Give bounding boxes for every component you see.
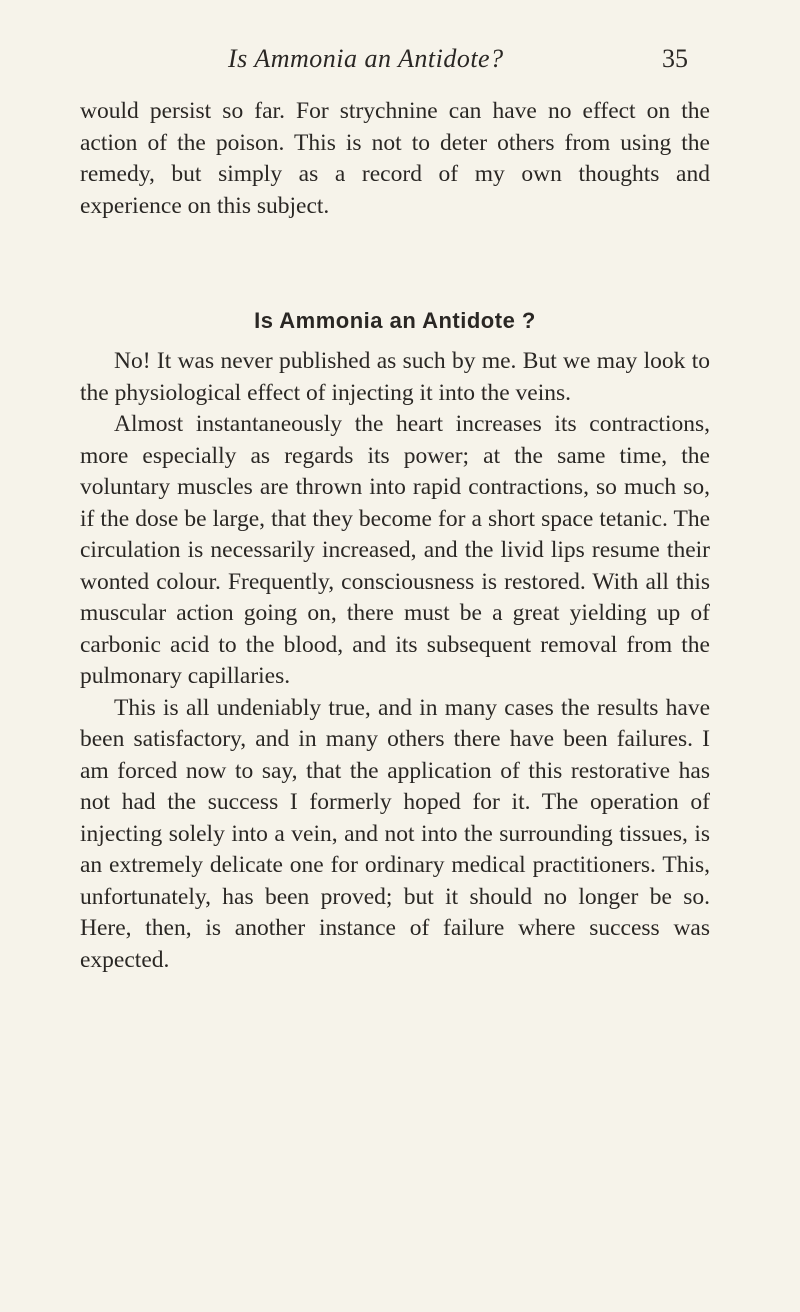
paragraph-3: This is all undeniably true, and in many cases the results have been satisfactory, and in many others there have been failures. I am forced now to say, that the application of this restorative has not had the success I formerly hoped for it. The operation of injecting solely into a vein, and not into the surrounding tissues, is an extremely delicate one for ordinary medical practitioners. This, unfortunately, has been proved; but it should no longer be so. Here, then, is another instance of failure where success was expected.: [80, 694, 710, 973]
section-heading: Is Ammonia an Antidote ?: [254, 308, 536, 333]
intro-paragraph: would persist so far. For strychnine can have no effect on the action of the poison. This is not to deter others from using the remedy, but simply as a record of my own thoughts and experience on this subject.: [80, 98, 710, 219]
paragraph-2: Almost instantaneously the heart increases its contractions, more especially as regards its power; at the same time, the voluntary muscles are thrown into rapid contractions, so much so, if the dose be large, that they become for a short space tetanic. The circulation is necessarily increased, and the livid lips resume their wonted colour. Frequently, consciousness is restored. With all this muscular action going on, there must be a great yielding up of carbonic acid to the blood, and its subsequent removal from the pulmonary capillaries.: [80, 411, 710, 689]
section-body: [80, 346, 710, 976]
page-number: 35: [662, 44, 688, 73]
paragraph-1: No! It was never published as such by me. But we may look to the physiological effect of injecting it into the veins.: [80, 348, 710, 406]
running-head: [228, 44, 688, 84]
intro-text: [80, 96, 710, 222]
running-title: Is Ammonia an Antidote?: [228, 44, 504, 73]
